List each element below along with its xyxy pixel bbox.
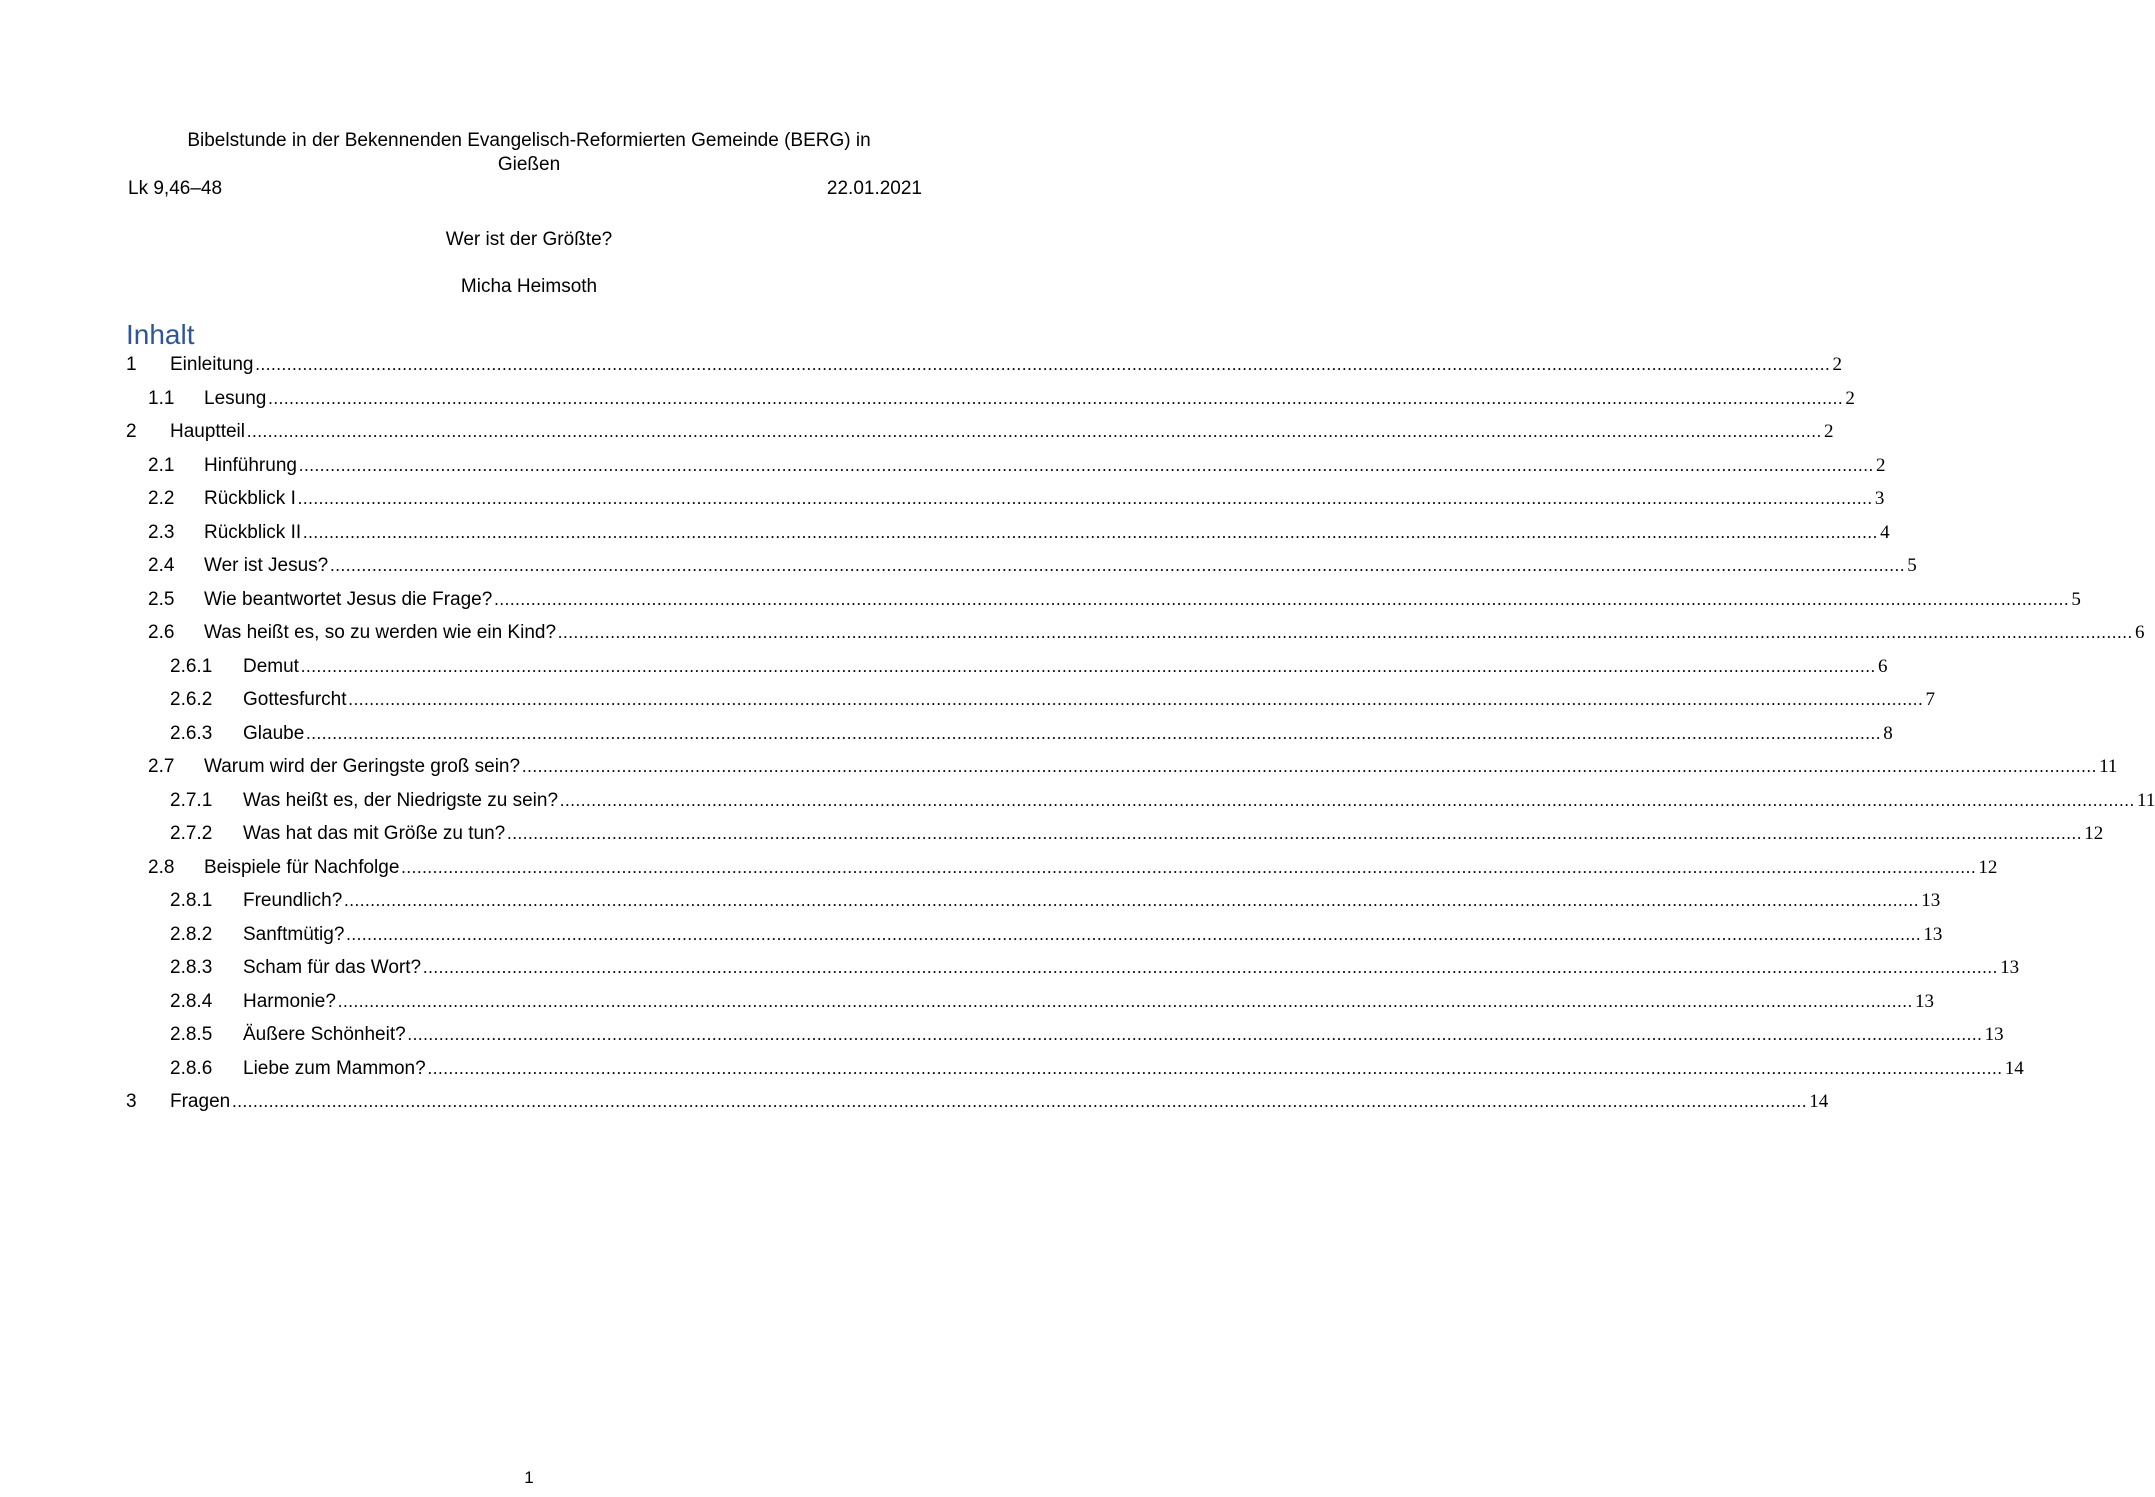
toc-entry[interactable] (0, 888, 1941, 916)
toc-entry-title: Was heißt es, so zu werden wie ein Kind? (204, 620, 558, 646)
toc-entry-body (243, 654, 1888, 680)
page-number: 1 (524, 1468, 534, 1487)
toc-entry-title: Was heißt es, der Niedrigste zu sein? (243, 788, 560, 814)
toc-entry-body (204, 754, 2118, 780)
toc-entry-number: 2.8.2 (170, 923, 213, 945)
toc-entry-title: Einleitung (170, 352, 255, 378)
toc-entry-number: 2.6.1 (170, 655, 213, 677)
toc-entry-body (204, 386, 1855, 412)
toc-entry-page: 12 (2084, 823, 2104, 844)
toc-dot-leader: ............................................................................................................................................................................................................................................................................................................ (494, 589, 2070, 609)
toc-entry-page: 5 (1907, 555, 1917, 576)
toc-entry[interactable] (0, 687, 1935, 715)
toc-entry-number: 1.1 (148, 387, 175, 409)
toc-entry-title: Warum wird der Geringste groß sein? (204, 754, 522, 780)
toc-entry-number: 2.3 (148, 521, 175, 543)
toc-entry-title: Hauptteil (170, 419, 247, 445)
toc-entry-page: 5 (2071, 588, 2081, 610)
toc-entry[interactable] (0, 788, 2155, 816)
toc-dot-leader: ............................................................................................................................................................................................................................................................................................................ (268, 388, 1844, 408)
toc-entry-body (243, 788, 2155, 814)
toc-entry-body (243, 1056, 2024, 1082)
toc-entry-number: 2.1 (148, 454, 175, 476)
toc-entry-title: Harmonie? (243, 989, 338, 1015)
toc-entry-number: 2.2 (148, 488, 175, 509)
header-line-1: Bibelstunde in der Bekennenden Evangelisch-Reformierten Gemeinde (BERG) in (187, 130, 871, 151)
toc-dot-leader: ............................................................................................................................................................................................................................................................................................................ (303, 522, 1879, 542)
toc-dot-leader: ............................................................................................................................................................................................................................................................................................................ (407, 1025, 1983, 1044)
toc-entry-body (243, 955, 2020, 981)
toc-entry[interactable] (0, 855, 1998, 883)
toc-entry-body (204, 453, 1886, 479)
toc-entry[interactable] (0, 955, 2020, 983)
toc-dot-leader: ............................................................................................................................................................................................................................................................................................................ (348, 690, 1924, 709)
toc-entry-page: 13 (1921, 890, 1941, 911)
toc-entry-title: Sanftmütig? (243, 922, 346, 948)
toc-entry-title: Wie beantwortet Jesus die Frage? (204, 587, 494, 613)
toc-entry[interactable] (0, 1022, 2004, 1050)
toc-entry-title: Äußere Schönheit? (243, 1022, 408, 1048)
toc-entry-body (243, 721, 1893, 747)
toc-entry-page: 2 (1824, 421, 1834, 442)
toc-dot-leader: ............................................................................................................................................................................................................................................................................................................ (247, 422, 1822, 441)
toc-entry-body (204, 553, 1917, 579)
toc-heading: Inhalt (126, 319, 195, 350)
toc-entry-title: Fragen (170, 1089, 232, 1115)
toc-entry-page: 7 (1925, 689, 1935, 710)
toc-entry[interactable] (0, 654, 1888, 682)
document-author: Micha Heimsoth (460, 276, 598, 297)
toc-entry-number: 2.6.2 (170, 689, 213, 710)
toc-entry-number: 2.4 (148, 555, 175, 576)
toc-dot-leader: ............................................................................................................................................................................................................................................................................................................ (300, 656, 1876, 676)
toc-entry-title: Rückblick II (204, 520, 303, 546)
toc-entry[interactable] (0, 1056, 2024, 1084)
toc-entry-page: 12 (1978, 856, 1998, 878)
toc-entry-body (170, 1089, 1829, 1115)
toc-entry-number: 2.8.5 (170, 1024, 213, 1045)
toc-entry[interactable] (0, 620, 2145, 648)
toc-dot-leader: ............................................................................................................................................................................................................................................................................................................ (330, 556, 1906, 575)
toc-entry-page: 13 (1914, 990, 1934, 1012)
toc-entry-page: 14 (1809, 1091, 1829, 1112)
toc-entry-number: 3 (126, 1091, 137, 1112)
toc-entry[interactable] (0, 821, 2104, 849)
toc-dot-leader: ............................................................................................................................................................................................................................................................................................................ (401, 857, 1977, 877)
toc-entry[interactable] (0, 1089, 1829, 1117)
toc-entry-number: 1 (126, 354, 137, 375)
toc-entry[interactable] (0, 386, 1855, 414)
toc-entry-body (243, 989, 1934, 1015)
toc-entry[interactable] (0, 419, 1834, 447)
toc-entry-body (204, 620, 2145, 646)
toc-entry-page: 13 (2000, 957, 2020, 978)
toc-entry-title: Beispiele für Nachfolge (204, 855, 401, 881)
toc-entry-number: 2.7.2 (170, 823, 213, 844)
toc-entry-number: 2.8.1 (170, 890, 213, 911)
toc-entry-title: Freundlich? (243, 888, 344, 914)
toc-entry-page: 6 (1877, 655, 1888, 677)
toc-dot-leader: ............................................................................................................................................................................................................................................................................................................ (427, 1058, 2003, 1078)
toc-entry-page: 6 (2135, 622, 2145, 643)
toc-entry-number: 2.8 (148, 856, 175, 878)
toc-entry-number: 2.8.4 (170, 990, 213, 1012)
toc-entry-page: 13 (1923, 923, 1943, 945)
toc-entry-page: 4 (1880, 521, 1890, 543)
toc-dot-leader: ............................................................................................................................................................................................................................................................................................................ (306, 723, 1882, 743)
toc-entry-page: 13 (1984, 1024, 2004, 1045)
toc-dot-leader: ............................................................................................................................................................................................................................................................................................................ (423, 958, 1999, 977)
toc-entry-number: 2 (126, 421, 137, 442)
toc-dot-leader: ............................................................................................................................................................................................................................................................................................................ (346, 924, 1922, 944)
toc-dot-leader: ............................................................................................................................................................................................................................................................................................................ (297, 489, 1873, 508)
toc-entry[interactable] (0, 453, 1886, 481)
toc-entry-body (243, 1022, 2004, 1048)
toc-entry[interactable] (0, 553, 1917, 581)
toc-entry-body (243, 922, 1943, 948)
toc-dot-leader: ............................................................................................................................................................................................................................................................................................................ (344, 891, 1920, 910)
toc-entry-number: 2.7 (148, 756, 175, 777)
toc-entry-number: 2.8.3 (170, 957, 213, 978)
toc-entry-page: 11 (2137, 789, 2155, 811)
toc-entry[interactable] (0, 754, 2118, 782)
toc-entry-title: Demut (243, 654, 301, 680)
toc-entry-body (204, 486, 1885, 512)
toc-entry-body (243, 821, 2104, 847)
toc-dot-leader: ............................................................................................................................................................................................................................................................................................................ (232, 1092, 1808, 1111)
toc-entry-page: 3 (1874, 488, 1885, 509)
toc-entry-number: 2.6 (148, 622, 175, 643)
toc-entry-body (243, 888, 1941, 914)
toc-entry[interactable] (0, 721, 1893, 749)
toc-entry-body (170, 419, 1834, 445)
toc-entry-body (204, 855, 1998, 881)
toc-entry[interactable] (0, 520, 1890, 548)
toc-entry[interactable] (0, 587, 2081, 615)
toc-entry-page: 14 (2004, 1057, 2024, 1079)
toc-dot-leader: ............................................................................................................................................................................................................................................................................................................ (255, 355, 1831, 374)
toc-entry[interactable] (0, 989, 1934, 1017)
toc-entry-body (204, 587, 2081, 613)
toc-entry-page: 2 (1845, 387, 1855, 409)
toc-entry-page: 11 (2099, 756, 2118, 777)
toc-entry-title: Lesung (204, 386, 268, 412)
toc-entry-title: Rückblick I (204, 486, 298, 512)
toc-entry[interactable] (0, 922, 1943, 950)
toc-entry-title: Scham für das Wort? (243, 955, 423, 981)
toc-entry-body (170, 352, 1842, 378)
toc-entry-body (204, 520, 1890, 546)
toc-entry-page: 2 (1832, 354, 1842, 375)
toc-entry-number: 2.8.6 (170, 1057, 213, 1079)
toc-entry-title: Was hat das mit Größe zu tun? (243, 821, 507, 847)
toc-dot-leader: ............................................................................................................................................................................................................................................................................................................ (298, 455, 1874, 475)
header-line-2: Gießen (497, 154, 561, 175)
toc-entry-number: 2.7.1 (170, 789, 213, 811)
toc-entry[interactable] (0, 352, 1842, 380)
toc-entry-title: Hinführung (204, 453, 299, 479)
toc-dot-leader: ............................................................................................................................................................................................................................................................................................................ (507, 824, 2083, 843)
toc-entry[interactable] (0, 486, 1885, 514)
toc-entry-page: 2 (1875, 454, 1886, 476)
toc-entry-title: Liebe zum Mammon? (243, 1056, 428, 1082)
toc-dot-leader: ............................................................................................................................................................................................................................................................................................................ (522, 757, 2098, 776)
toc-entry-body (243, 687, 1935, 713)
document-date: 22.01.2021 (826, 178, 922, 199)
toc-entry-title: Gottesfurcht (243, 687, 349, 713)
toc-entry-title: Wer ist Jesus? (204, 553, 330, 579)
toc-entry-title: Glaube (243, 721, 306, 747)
toc-dot-leader: ............................................................................................................................................................................................................................................................................................................ (337, 991, 1913, 1011)
toc-entry-page: 8 (1883, 722, 1893, 744)
toc-dot-leader: ............................................................................................................................................................................................................................................................................................................ (558, 623, 2134, 642)
scripture-reference: Lk 9,46–48 (128, 178, 223, 199)
toc-entry-number: 2.6.3 (170, 722, 213, 744)
document-title: Wer ist der Größte? (445, 229, 613, 250)
toc-dot-leader: ............................................................................................................................................................................................................................................................................................................ (560, 790, 2136, 810)
toc-entry-number: 2.5 (148, 588, 175, 610)
